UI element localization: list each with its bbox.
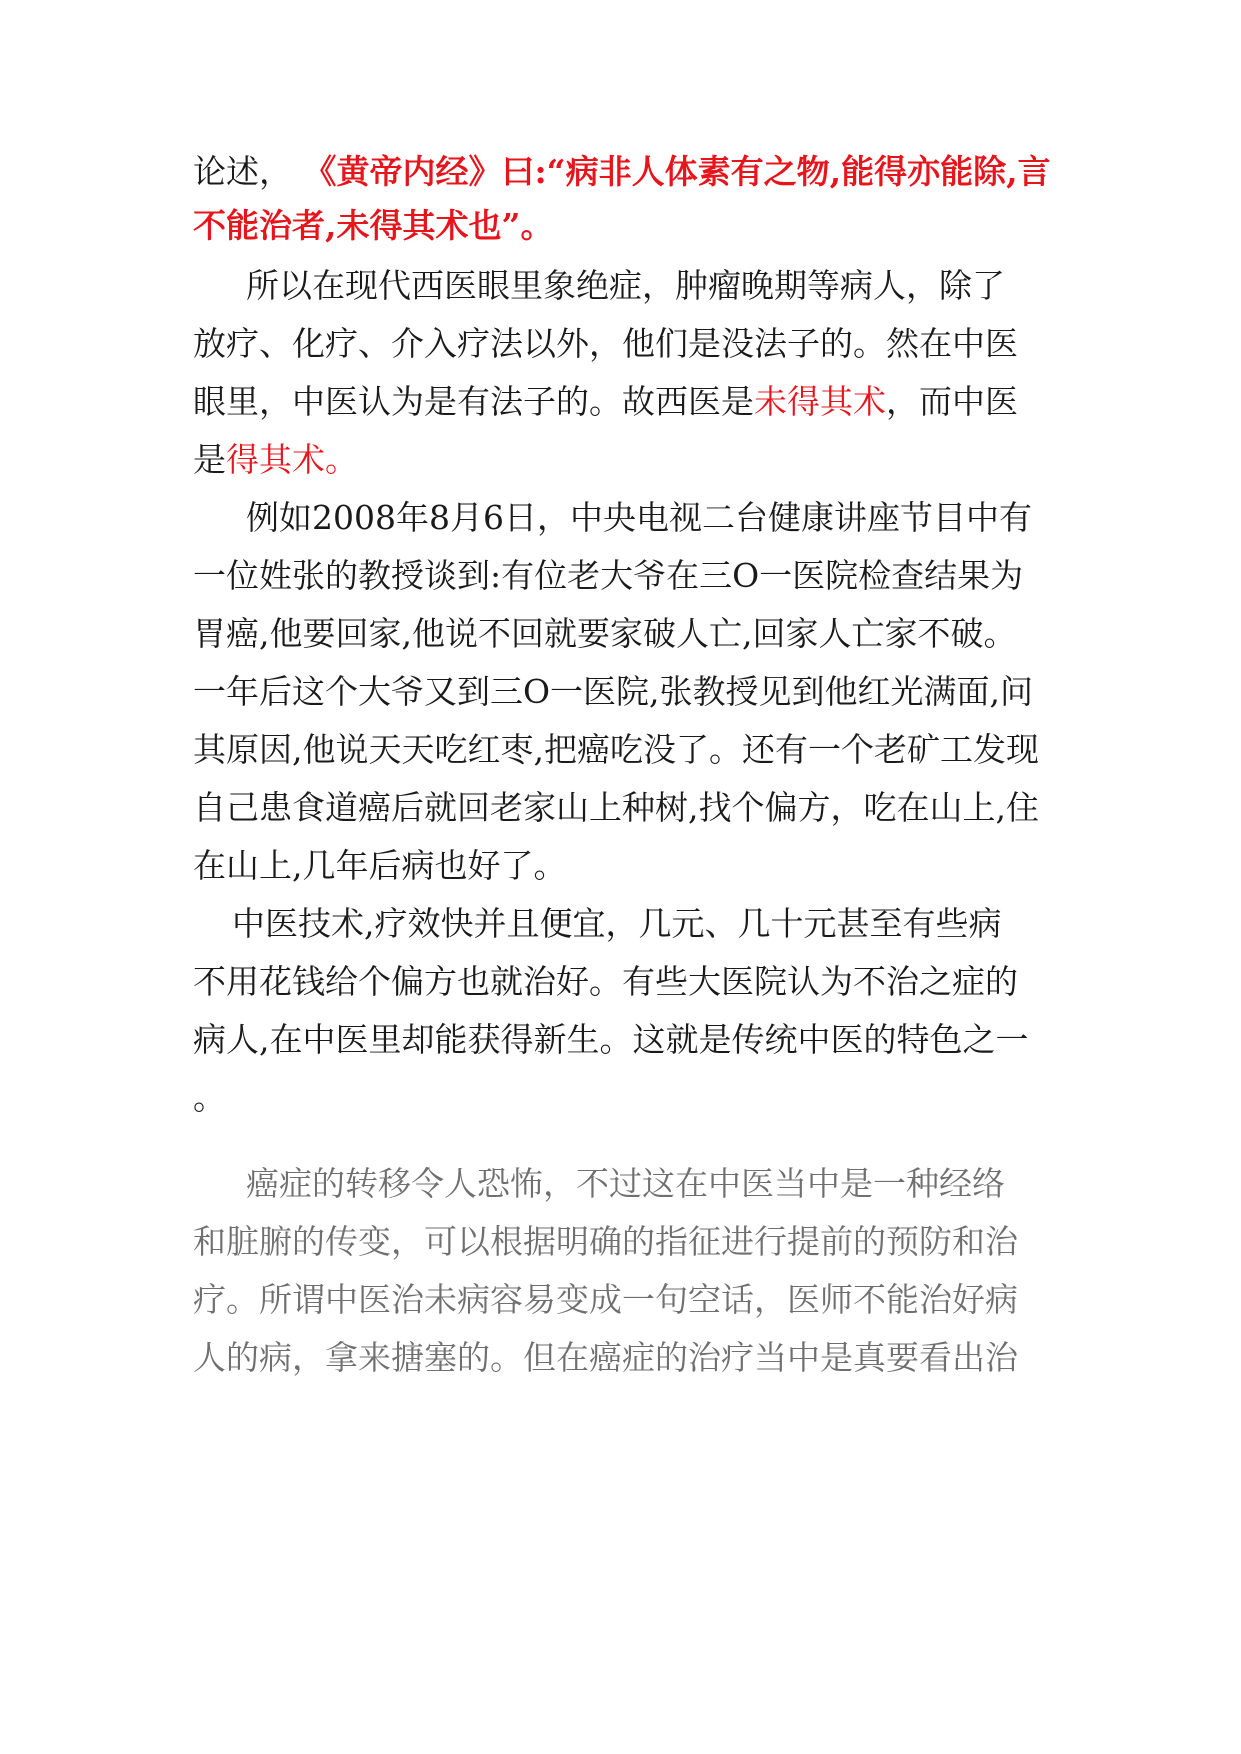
text-line [193, 962, 1018, 1002]
text-line [193, 1020, 1029, 1060]
quote-text-run: 不能治者,未得其术也”。 [193, 206, 554, 245]
highlight-text-run: 得其术。 [226, 440, 358, 479]
text-run: 疗。所谓中医治未病容易变成一句空话，医师不能治好病 [193, 1280, 1018, 1319]
text-run: 在山上,几年后病也好了。 [193, 846, 567, 885]
text-line [232, 904, 1002, 944]
text-run: ，而中医 [886, 382, 1018, 421]
text-run: 癌症的转移令人恐怖，不过这在中医当中是一种经络 [246, 1164, 1005, 1203]
text-run: 其原因,他说天天吃红枣,把癌吃没了。还有一个老矿工发现 [193, 730, 1039, 769]
text-run: 例如2008年8月6日，中央电视二台健康讲座节目中有 [246, 498, 1032, 537]
text-line [193, 324, 1018, 364]
text-line [193, 440, 358, 480]
text-run: 论述， [193, 152, 292, 191]
text-run: 一年后这个大爷又到三O一医院,张教授见到他红光满面,问 [193, 672, 1034, 711]
text-run: 放疗、化疗、介入疗法以外，他们是没法子的。然在中医 [193, 324, 1018, 363]
highlight-text-run: 未得其术 [754, 382, 886, 421]
text-run: 不用花钱给个偏方也就治好。有些大医院认为不治之症的 [193, 962, 1018, 1001]
text-line [246, 1164, 1005, 1204]
text-run: 胃癌,他要回家,他说不回就要家破人亡,回家人亡家不破。 [193, 614, 1017, 653]
text-run: 所以在现代西医眼里象绝症，肿瘤晚期等病人，除了 [246, 266, 1005, 305]
text-line [246, 498, 1032, 538]
text-line [193, 1222, 1018, 1262]
text-run: 自己患食道癌后就回老家山上种树,找个偏方，吃在山上,住 [193, 788, 1039, 827]
text-line [193, 614, 1016, 654]
text-run: 眼里，中医认为是有法子的。故西医是 [193, 382, 754, 421]
text-line [193, 152, 1051, 192]
quote-text-run: 《黄帝内经》曰:“病非人体素有之物,能得亦能除,言 [292, 152, 1051, 191]
text-line [193, 1078, 226, 1118]
text-run: 一位姓张的教授谈到:有位老大爷在三O一医院检查结果为 [193, 556, 1024, 595]
text-line [193, 730, 1039, 770]
text-line [193, 382, 1018, 422]
text-line [193, 1338, 1018, 1378]
text-run: 人的病，拿来搪塞的。但在癌症的治疗当中是真要看出治 [193, 1338, 1018, 1377]
text-run: 中医技术,疗效快并且便宜，几元、几十元甚至有些病 [232, 904, 1002, 943]
text-line [193, 556, 1023, 596]
text-line [193, 206, 553, 246]
text-line [193, 788, 1039, 828]
text-run: 。 [193, 1078, 226, 1117]
text-line [193, 672, 1033, 712]
text-line [193, 1280, 1018, 1320]
text-run: 病人,在中医里却能获得新生。这就是传统中医的特色之一 [193, 1020, 1029, 1059]
text-line [246, 266, 1005, 306]
text-run: 是 [193, 440, 226, 479]
text-line [193, 846, 567, 886]
text-run: 和脏腑的传变，可以根据明确的指征进行提前的预防和治 [193, 1222, 1018, 1261]
